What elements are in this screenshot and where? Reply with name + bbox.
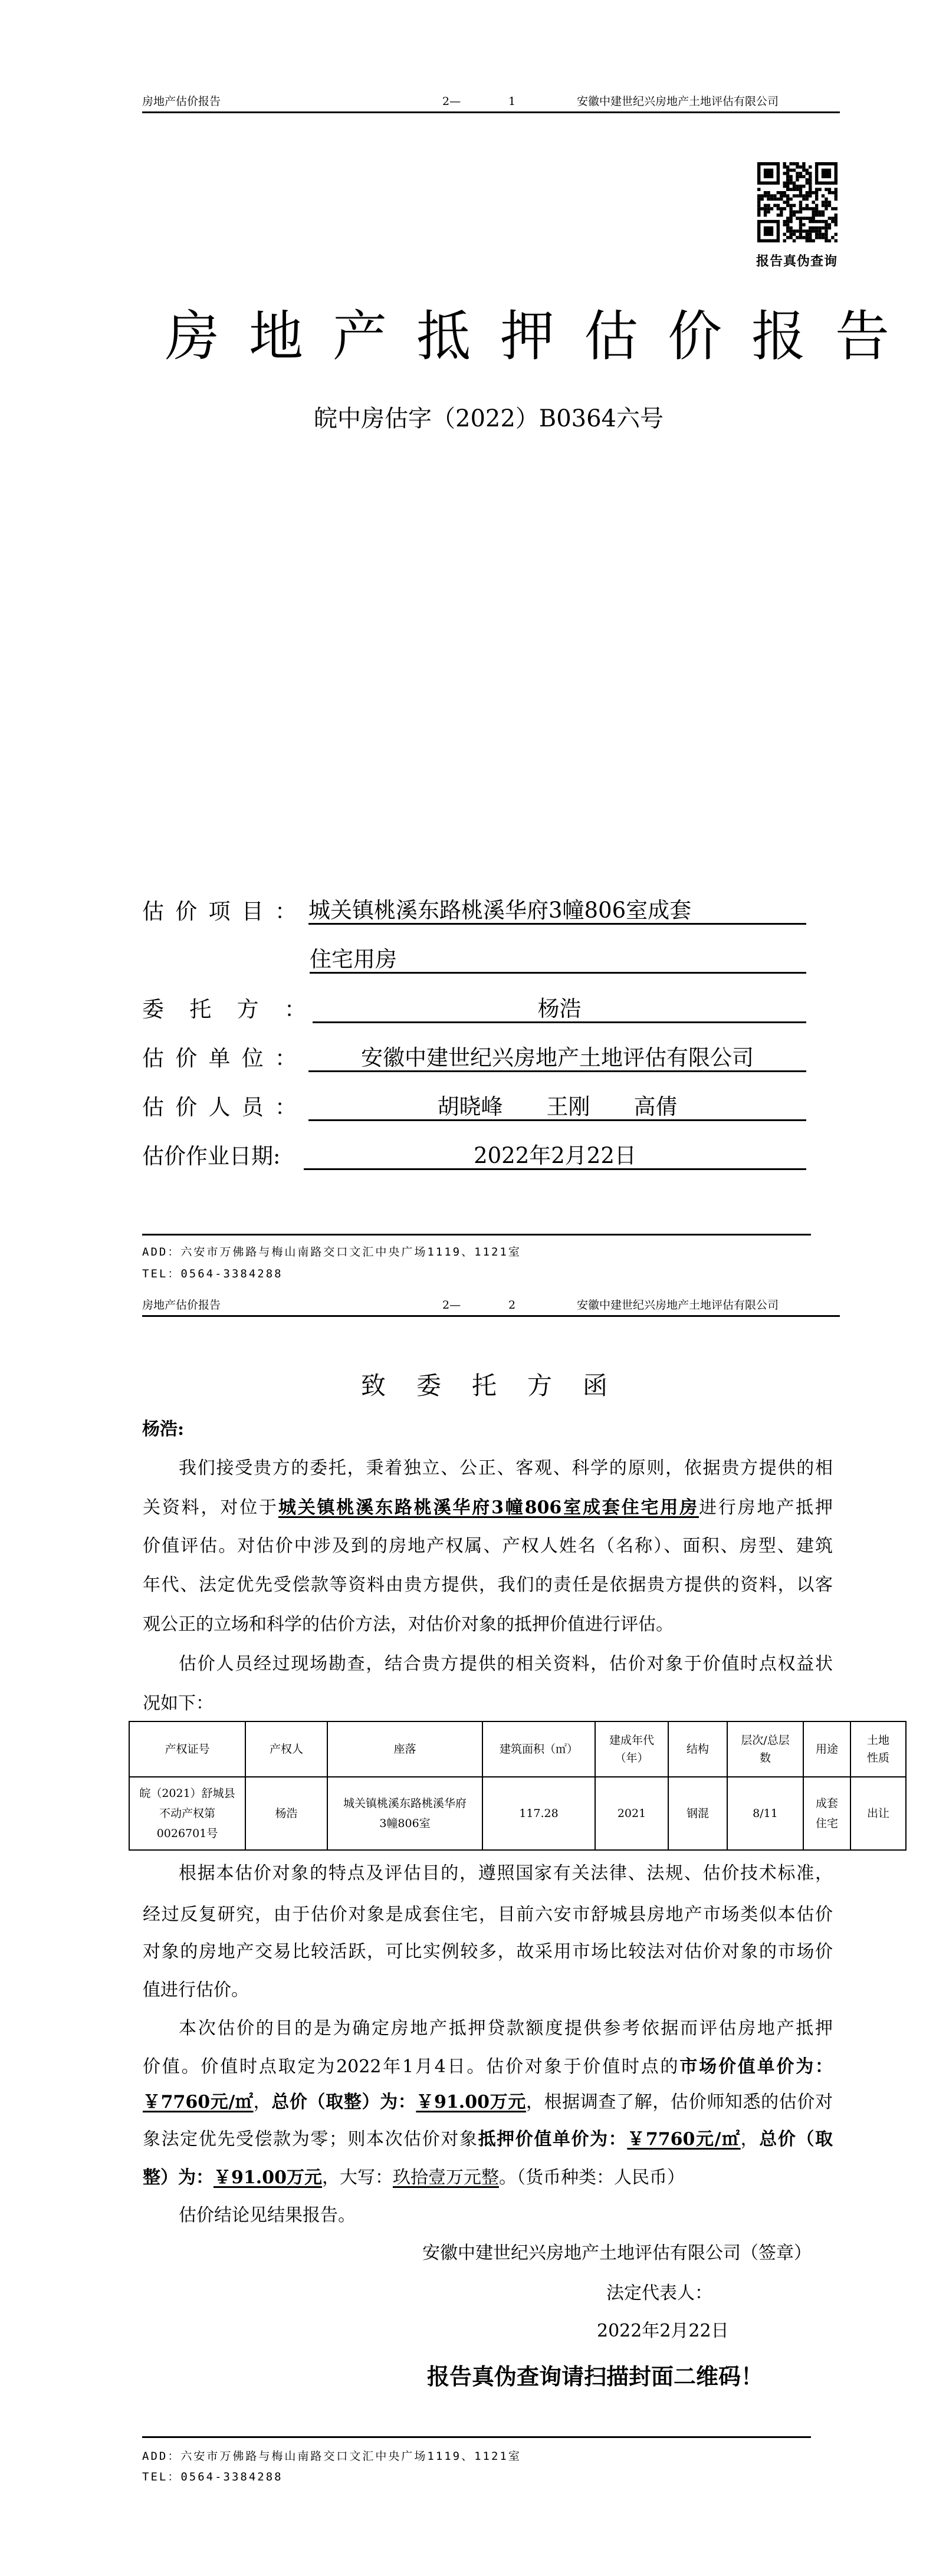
body-text-segment: 玖拾壹万元整 <box>392 2167 499 2188</box>
field-label-date: 估价作业日期: <box>142 1144 281 1169</box>
table-header: 层次/总层数 <box>727 1721 803 1777</box>
body-text-segment: 总价（取 <box>759 2129 833 2150</box>
field-value-date: 2022年2月22日 <box>304 1144 806 1170</box>
body-line <box>179 1654 833 1675</box>
header-company: 安徽中建世纪兴房地产土地评估有限公司 <box>577 1299 779 1312</box>
body-text-segment: 经过反复研究，由于估价对象是成套住宅，目前六安市舒城县房地产市场类似本估价 <box>143 1904 833 1925</box>
footer-address: ADD：六安市万佛路与梅山南路交口文汇中央广场1119、1121室 <box>142 1246 521 1259</box>
table-cell-cert-no: 皖（2021）舒城县不动产权第0026701号 <box>129 1777 245 1850</box>
body-line <box>143 1614 833 1635</box>
signature-representative: 法定代表人： <box>606 2283 712 2304</box>
field-value-appraiser-org: 安徽中建世纪兴房地产土地评估有限公司 <box>308 1046 806 1072</box>
field-value-project-cont: 住宅用房 <box>310 947 806 974</box>
body-line <box>143 1941 833 1963</box>
field-value-appraisers: 胡晓峰 王刚 高倩 <box>308 1095 806 1121</box>
header-company: 安徽中建世纪兴房地产土地评估有限公司 <box>577 95 779 108</box>
body-text-segment: ￥91.00万元 <box>214 2167 322 2188</box>
body-line <box>179 2205 833 2226</box>
table-header: 产权人 <box>245 1721 327 1777</box>
property-table <box>129 1721 907 1851</box>
qr-code-icon <box>757 162 838 242</box>
body-line <box>143 2056 833 2078</box>
body-text-segment: ，根据调查了解，估价师知悉的估价对 <box>526 2092 833 2112</box>
body-text-segment: 本次估价的目的是为确定房地产抵押贷款额度提供参考依据而评估房地产抵押 <box>179 2018 833 2039</box>
table-header: 结构 <box>668 1721 727 1777</box>
body-text-segment: 关资料，对位于 <box>143 1497 278 1518</box>
body-text-segment: 城关镇桃溪东路桃溪华府3幢806室成套住宅用房 <box>278 1497 699 1518</box>
table-cell-owner: 杨浩 <box>245 1777 327 1850</box>
body-text-segment: 价值。价值时点取定为2022年1月4日。估价对象于价值时点的 <box>143 2056 680 2077</box>
field-label-project: 估价项目： <box>142 899 297 924</box>
header-page-prefix: 2— <box>442 95 461 108</box>
header-rule <box>142 111 840 113</box>
table-cell-year: 2021 <box>595 1777 668 1850</box>
report-title: 房地产抵押估价报告 <box>165 305 919 368</box>
table-cell-floor: 8/11 <box>727 1777 803 1850</box>
table-header: 建成年代（年） <box>595 1721 668 1777</box>
qr-caption: 报告真伪查询 <box>756 254 838 269</box>
footer-rule <box>142 2436 811 2438</box>
body-text-segment: 年代、法定优先受偿款等资料由贵方提供，我们的责任是依据贵方提供的资料，以客 <box>143 1575 833 1595</box>
body-text-segment: ， <box>253 2092 272 2112</box>
body-line <box>143 2129 833 2150</box>
header-left: 房地产估价报告 <box>142 95 221 108</box>
body-text-segment: 估价人员经过现场勘查，结合贵方提供的相关资料，估价对象于价值时点权益状 <box>179 1654 833 1674</box>
body-text-segment: 整）为： <box>143 2167 214 2188</box>
footer-address: ADD：六安市万佛路与梅山南路交口文汇中央广场1119、1121室 <box>142 2450 521 2463</box>
footer-tel: TEL：0564-3384288 <box>142 1267 283 1280</box>
field-value-project: 城关镇桃溪东路桃溪华府3幢806室成套 <box>308 898 806 925</box>
table-cell-land: 出让 <box>850 1777 906 1850</box>
field-label-appraiser-org: 估价单位： <box>142 1046 297 1071</box>
table-cell-usage: 成套住宅 <box>803 1777 850 1850</box>
table-header: 座落 <box>327 1721 482 1777</box>
letter-title: 致委托方函 <box>361 1371 639 1400</box>
header-page-number: 2 <box>508 1299 516 1312</box>
body-text-segment: 进行房地产抵押 <box>698 1497 833 1518</box>
field-label-client: 委托方： <box>142 997 306 1022</box>
body-line <box>143 1980 833 2001</box>
body-line <box>143 2092 833 2113</box>
letter-salutation: 杨浩: <box>142 1419 185 1440</box>
header-page-number: 1 <box>508 95 516 108</box>
body-text-segment: 我们接受贵方的委托，秉着独立、公正、客观、科学的原则，依据贵方提供的相 <box>179 1458 833 1478</box>
table-header: 土地性质 <box>850 1721 906 1777</box>
footer-rule <box>142 1234 811 1236</box>
header-rule <box>142 1315 840 1317</box>
body-line <box>143 1904 833 1926</box>
table-header: 产权证号 <box>129 1721 245 1777</box>
footer-tel: TEL：0564-3384288 <box>142 2470 283 2483</box>
field-label-appraisers: 估价人员： <box>142 1095 297 1120</box>
body-line <box>143 2167 833 2189</box>
header-page-prefix: 2— <box>442 1299 461 1312</box>
body-text-segment: 对象的房地产交易比较活跃，可比实例较多，故采用市场比较法对估价对象的市场价 <box>143 1941 833 1962</box>
body-line <box>179 1458 833 1479</box>
body-text-segment: 。（货币种类：人民币） <box>498 2167 685 2188</box>
table-header: 建筑面积（㎡） <box>482 1721 595 1777</box>
table-cell-structure: 钢混 <box>668 1777 727 1850</box>
body-text-segment: 价值评估。对估价中涉及到的房地产权属、产权人姓名（名称）、面积、房型、建筑 <box>143 1536 833 1556</box>
body-text-segment: ，大写： <box>321 2167 393 2188</box>
table-header: 用途 <box>803 1721 850 1777</box>
body-line <box>143 1497 833 1519</box>
report-number: 皖中房估字（2022）B0364六号 <box>314 405 664 432</box>
signature-company: 安徽中建世纪兴房地产土地评估有限公司（签章） <box>422 2243 812 2263</box>
verification-notice: 报告真伪查询请扫描封面二维码！ <box>427 2363 764 2390</box>
body-text-segment: 市场价值单价为： <box>679 2056 833 2077</box>
header-left: 房地产估价报告 <box>142 1299 221 1312</box>
table-cell-location: 城关镇桃溪东路桃溪华府3幢806室 <box>327 1777 482 1850</box>
body-text-segment: 估价结论见结果报告。 <box>179 2205 356 2226</box>
body-text-segment: 观公正的立场和科学的估价方法，对估价对象的抵押价值进行评估。 <box>143 1614 674 1635</box>
table-row <box>129 1777 906 1850</box>
body-text-segment: 总价（取整）为： <box>271 2092 416 2112</box>
body-text-segment: ￥7760元/㎡ <box>143 2092 254 2112</box>
table-cell-area: 117.28 <box>482 1777 595 1850</box>
body-text-segment: 况如下： <box>143 1693 214 1714</box>
body-line <box>143 1693 833 1714</box>
body-line <box>143 1536 833 1557</box>
field-value-client: 杨浩 <box>313 997 806 1023</box>
table-header-row <box>129 1721 906 1777</box>
body-text-segment: 根据本估价对象的特点及评估目的，遵照国家有关法律、法规、估价技术标准， <box>179 1863 833 1884</box>
body-text-segment: 值进行估价。 <box>143 1980 249 2000</box>
signature-date: 2022年2月22日 <box>597 2321 729 2341</box>
body-text-segment: ￥7760元/㎡ <box>627 2129 741 2150</box>
body-line <box>143 1575 833 1596</box>
body-text-segment: 象法定优先受偿款为零；则本次估价对象 <box>143 2129 478 2150</box>
body-text-segment: 抵押价值单价为： <box>478 2129 628 2150</box>
body-line <box>179 1863 833 1884</box>
body-text-segment: ￥91.00万元 <box>416 2092 526 2112</box>
body-text-segment: ， <box>740 2129 760 2150</box>
body-line <box>179 2018 833 2039</box>
